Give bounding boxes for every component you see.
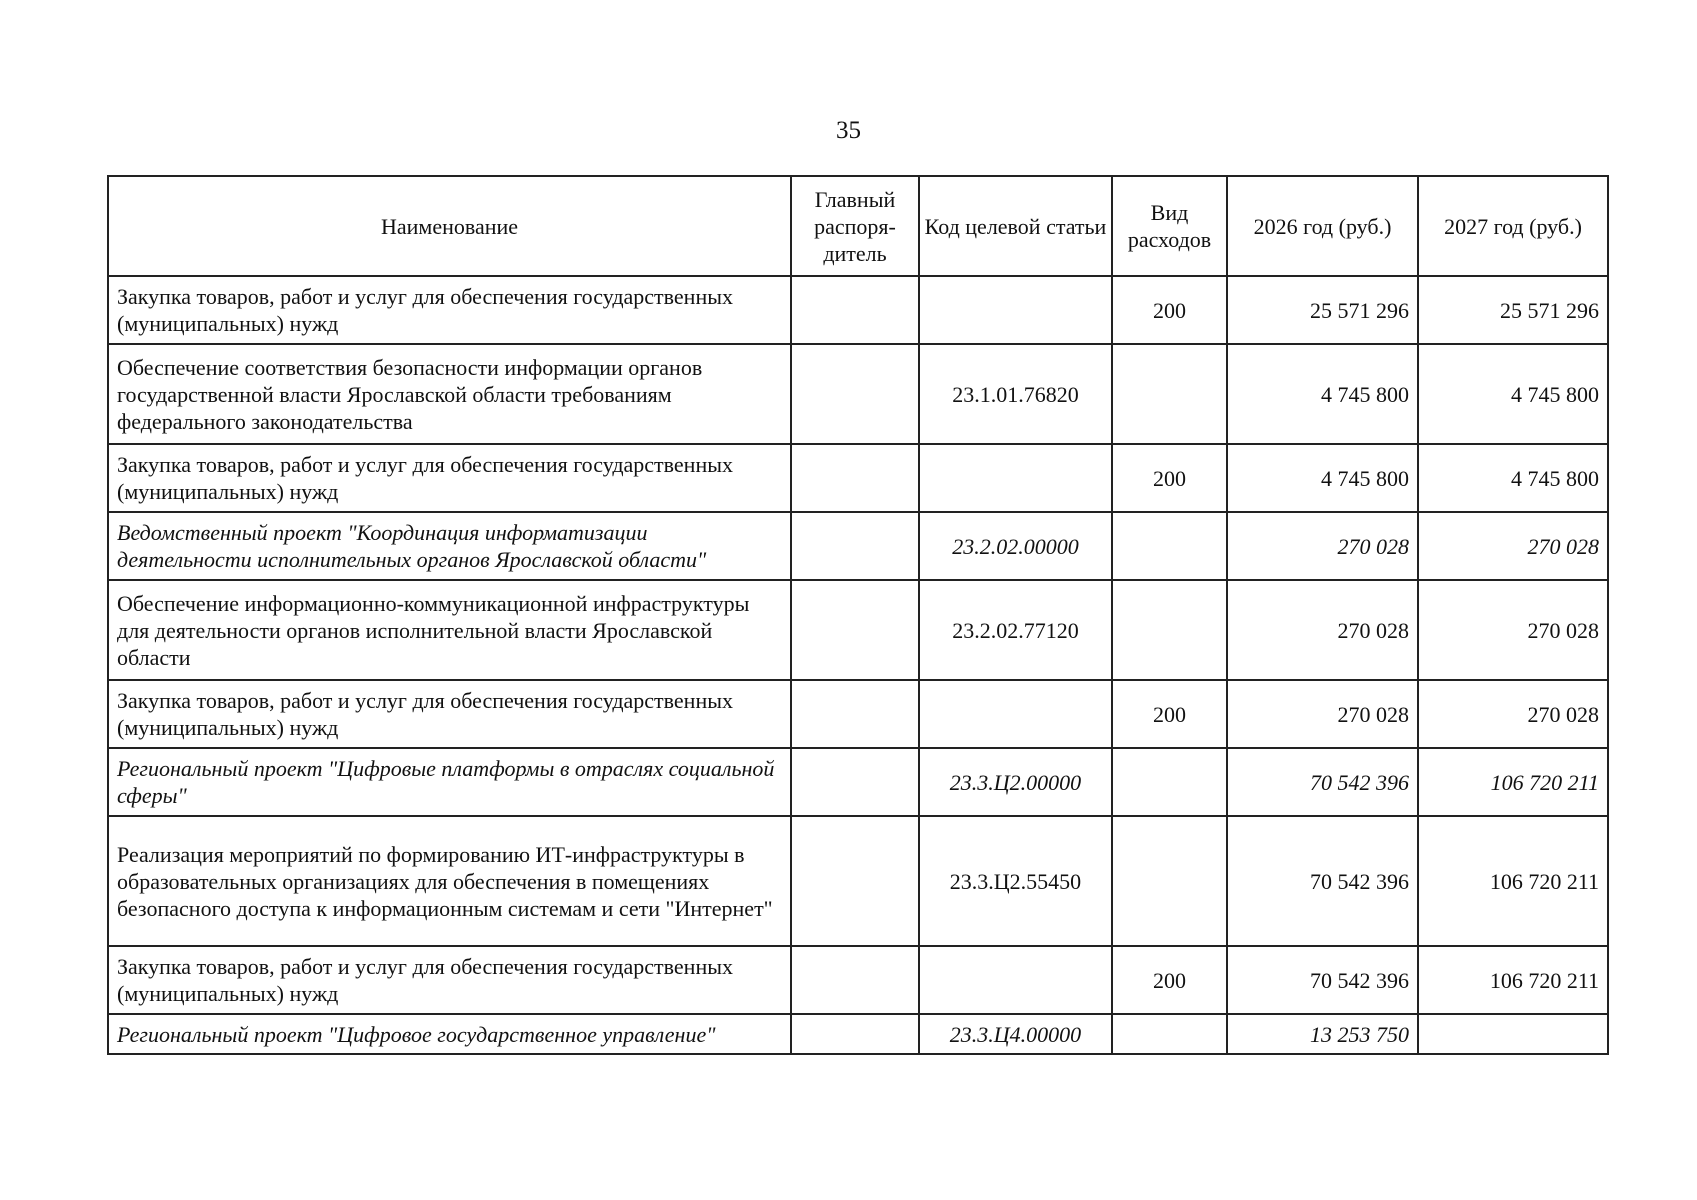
row-chief [791, 748, 919, 816]
table-header-row [108, 176, 1608, 276]
row-chief [791, 276, 919, 344]
row-name: Региональный проект "Цифровые платформы в отраслях социальной сферы" [108, 748, 791, 816]
row-name: Обеспечение информационно-коммуникационной инфраструктуры для деятельности органов исполнительной власти Ярославской области [108, 580, 791, 680]
row-kind [1112, 580, 1227, 680]
row-2027: 270 028 [1418, 680, 1608, 748]
header-2026: 2026 год (руб.) [1227, 176, 1418, 276]
row-code: 23.2.02.00000 [919, 512, 1112, 580]
row-name: Закупка товаров, работ и услуг для обеспечения государственных (муниципальных) нужд [108, 276, 791, 344]
header-2027: 2027 год (руб.) [1418, 176, 1608, 276]
row-2027: 4 745 800 [1418, 344, 1608, 444]
row-chief [791, 1014, 919, 1054]
row-kind [1112, 512, 1227, 580]
row-code: 23.3.Ц2.55450 [919, 816, 1112, 946]
budget-table [107, 175, 1609, 1055]
row-name: Региональный проект "Цифровое государственное управление" [108, 1014, 791, 1054]
row-name: Закупка товаров, работ и услуг для обеспечения государственных (муниципальных) нужд [108, 444, 791, 512]
row-code: 23.1.01.76820 [919, 344, 1112, 444]
table-row [108, 276, 1608, 344]
row-2027: 270 028 [1418, 512, 1608, 580]
table-row [108, 680, 1608, 748]
row-name: Обеспечение соответствия безопасности информации органов государственной власти Ярославской области требованиям федерального законодательства [108, 344, 791, 444]
table-row [108, 344, 1608, 444]
row-2027: 25 571 296 [1418, 276, 1608, 344]
row-2026: 70 542 396 [1227, 946, 1418, 1014]
row-2026: 270 028 [1227, 580, 1418, 680]
row-kind: 200 [1112, 946, 1227, 1014]
row-code: 23.3.Ц2.00000 [919, 748, 1112, 816]
row-chief [791, 580, 919, 680]
row-name: Реализация мероприятий по формированию ИТ-инфраструктуры в образовательных организациях для обеспечения в помещениях безопасного доступа к информационным системам и сети "Интернет" [108, 816, 791, 946]
header-chief: Главный распоря-дитель [791, 176, 919, 276]
row-kind: 200 [1112, 680, 1227, 748]
header-name: Наименование [108, 176, 791, 276]
row-name: Ведомственный проект "Координация информатизации деятельности исполнительных органов Ярославской области" [108, 512, 791, 580]
row-code: 23.3.Ц4.00000 [919, 1014, 1112, 1054]
row-2027: 4 745 800 [1418, 444, 1608, 512]
row-2027: 270 028 [1418, 580, 1608, 680]
row-2026: 25 571 296 [1227, 276, 1418, 344]
row-2026: 70 542 396 [1227, 748, 1418, 816]
table-row [108, 748, 1608, 816]
header-kind: Вид расходов [1112, 176, 1227, 276]
row-chief [791, 816, 919, 946]
page-number: 35 [836, 117, 861, 144]
row-chief [791, 946, 919, 1014]
row-kind: 200 [1112, 444, 1227, 512]
row-code [919, 276, 1112, 344]
table-row [108, 1014, 1608, 1054]
row-kind [1112, 816, 1227, 946]
row-kind [1112, 344, 1227, 444]
row-kind [1112, 748, 1227, 816]
table-row [108, 444, 1608, 512]
row-2027: 106 720 211 [1418, 816, 1608, 946]
row-2026: 4 745 800 [1227, 444, 1418, 512]
header-code: Код целевой статьи [919, 176, 1112, 276]
row-kind [1112, 1014, 1227, 1054]
row-kind: 200 [1112, 276, 1227, 344]
row-2027 [1418, 1014, 1608, 1054]
row-code [919, 680, 1112, 748]
row-chief [791, 444, 919, 512]
row-code: 23.2.02.77120 [919, 580, 1112, 680]
row-code [919, 946, 1112, 1014]
row-2026: 13 253 750 [1227, 1014, 1418, 1054]
table-row [108, 580, 1608, 680]
row-2026: 4 745 800 [1227, 344, 1418, 444]
row-name: Закупка товаров, работ и услуг для обеспечения государственных (муниципальных) нужд [108, 946, 791, 1014]
table-row [108, 946, 1608, 1014]
row-2026: 270 028 [1227, 680, 1418, 748]
row-2027: 106 720 211 [1418, 748, 1608, 816]
table-row [108, 816, 1608, 946]
row-code [919, 444, 1112, 512]
row-name: Закупка товаров, работ и услуг для обеспечения государственных (муниципальных) нужд [108, 680, 791, 748]
row-chief [791, 680, 919, 748]
row-2026: 270 028 [1227, 512, 1418, 580]
table-row [108, 512, 1608, 580]
row-chief [791, 344, 919, 444]
row-2026: 70 542 396 [1227, 816, 1418, 946]
row-2027: 106 720 211 [1418, 946, 1608, 1014]
row-chief [791, 512, 919, 580]
